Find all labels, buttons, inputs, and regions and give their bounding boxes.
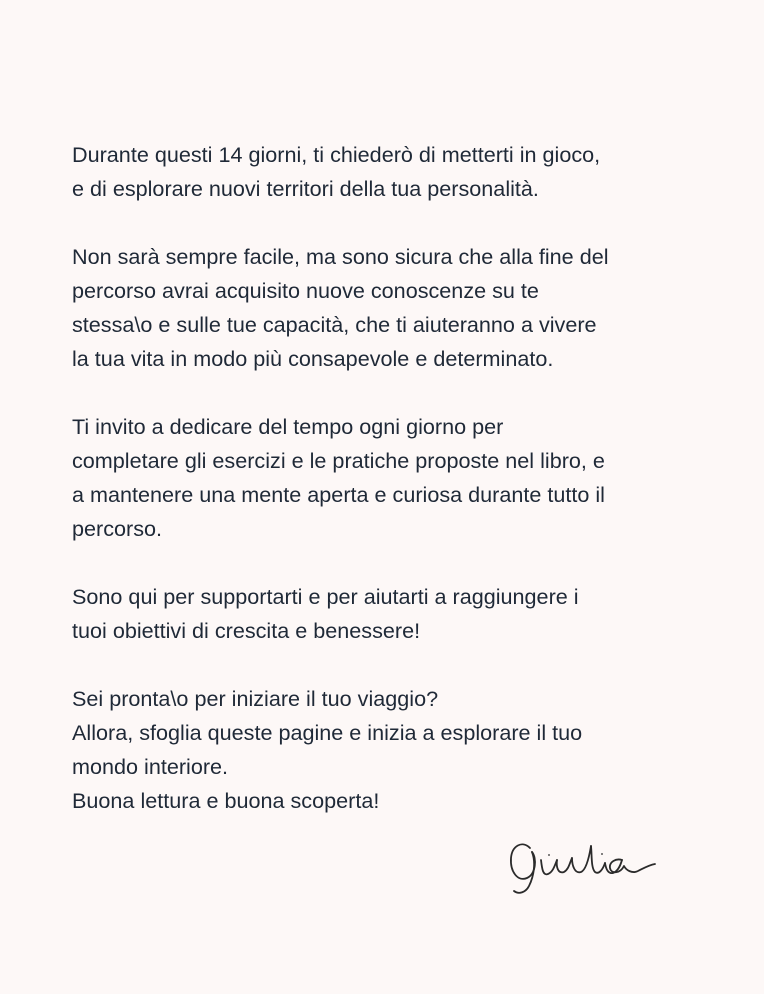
letter-line: Ti invito a dedicare del tempo ogni giorno per [72,414,504,439]
letter-line: tuoi obiettivi di crescita e benessere! [72,618,421,643]
letter-line: Non sarà sempre facile, ma sono sicura che alla fine del [72,244,609,269]
letter-paragraph [72,410,712,546]
letter-line: Allora, sfoglia queste pagine e inizia a esplorare il tuo [72,720,583,745]
letter-line: Buona lettura e buona scoperta! [72,788,380,813]
letter-line: percorso avrai acquisito nuove conoscenze su te [72,278,539,303]
letter-line: a mantenere una mente aperta e curiosa durante tutto il [72,482,605,507]
letter-line: mondo interiore. [72,754,229,779]
letter-body [72,138,712,818]
handwritten-signature [506,834,662,900]
letter-line: stessa\o e sulle tue capacità, che ti aiuteranno a vivere [72,312,597,337]
letter-line: completare gli esercizi e le pratiche proposte nel libro, e [72,448,605,473]
letter-paragraph [72,580,712,648]
letter-paragraph [72,682,712,818]
letter-line: e di esplorare nuovi territori della tua personalità. [72,176,539,201]
letter-line: Sei pronta\o per iniziare il tuo viaggio? [72,686,439,711]
letter-paragraph [72,138,712,206]
letter-paragraph [72,240,712,376]
letter-line: Durante questi 14 giorni, ti chiederò di metterti in gioco, [72,142,601,167]
letter-line: la tua vita in modo più consapevole e determinato. [72,346,554,371]
letter-line: Sono qui per supportarti e per aiutarti a raggiungere i [72,584,579,609]
letter-line: percorso. [72,516,163,541]
